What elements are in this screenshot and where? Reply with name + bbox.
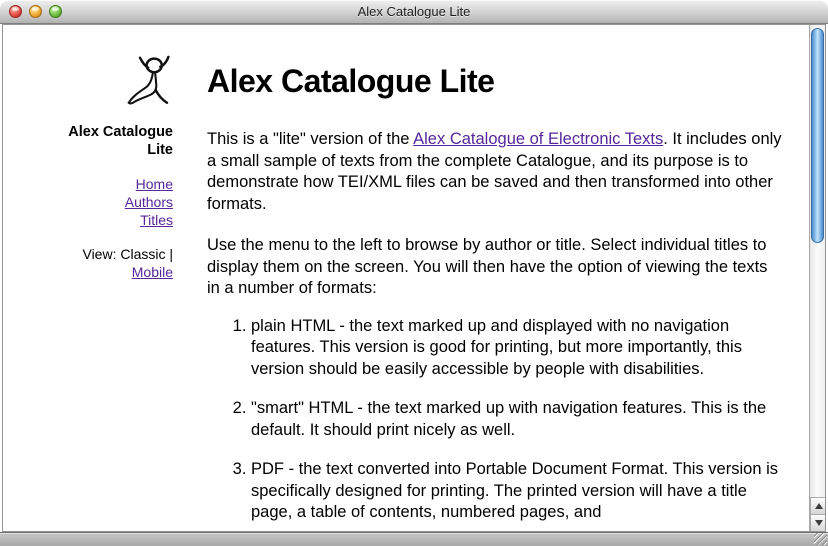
- resize-grip[interactable]: [814, 533, 827, 545]
- scrollbar-thumb[interactable]: [811, 28, 824, 243]
- sidebar-item-authors[interactable]: Authors: [124, 194, 173, 210]
- main-content: [207, 63, 783, 531]
- view-label: View: Classic |: [82, 246, 173, 262]
- down-arrow-icon: [815, 520, 823, 526]
- format-item-plain-html: 1. plain HTML - the text marked up and displayed with no navigation features. This version is good for printing, but more importantly, this version should be easily accessible by people with disabilities.: [251, 316, 783, 381]
- sidebar-title: Alex Catalogue Lite: [68, 124, 173, 158]
- up-arrow-icon: [815, 503, 823, 509]
- window-title: Alex Catalogue Lite: [357, 4, 471, 19]
- intro-text-before: This is a "lite" version of the: [207, 130, 414, 148]
- sidebar-item-titles[interactable]: Titles: [140, 212, 173, 228]
- page-title: Alex Catalogue Lite: [207, 63, 495, 99]
- vertical-scrollbar[interactable]: [809, 25, 825, 531]
- intro-text-after: . It includes only a small sample of texts from the complete Catalogue, and its purpose is to demonstrate how TEI/XML files can be saved and then transformed into other formats.: [207, 130, 782, 213]
- catalogue-link[interactable]: Alex Catalogue of Electronic Texts: [413, 130, 664, 148]
- scroll-down-button[interactable]: [810, 514, 826, 531]
- sidebar-nav: [43, 175, 173, 229]
- menu-paragraph: Use the menu to the left to browse by author or title. Select individual titles to display them on the screen. You will then have the option of viewing the texts in a number of formats:: [207, 236, 768, 297]
- sidebar: [43, 55, 173, 281]
- intro-paragraph: [207, 129, 783, 215]
- window-titlebar[interactable]: [0, 0, 828, 24]
- view-mobile-link[interactable]: Mobile: [131, 264, 173, 280]
- formats-list: [207, 316, 783, 524]
- format-item-smart-html: 2. "smart" HTML - the text marked up with navigation features. This is the default. It should print nicely as well.: [251, 398, 783, 441]
- status-bar: [0, 532, 828, 546]
- content-frame: [2, 24, 826, 532]
- dancing-figure-logo-icon: [126, 55, 173, 107]
- page-area: [3, 25, 809, 531]
- view-switcher: [43, 245, 173, 281]
- format-item-pdf: 3. PDF - the text converted into Portable Document Format. This version is specifically designed for printing. The printed version will have a title page, a table of contents, numbered pages, and: [251, 459, 783, 524]
- sidebar-item-home[interactable]: Home: [135, 176, 173, 192]
- scroll-up-button[interactable]: [810, 497, 826, 514]
